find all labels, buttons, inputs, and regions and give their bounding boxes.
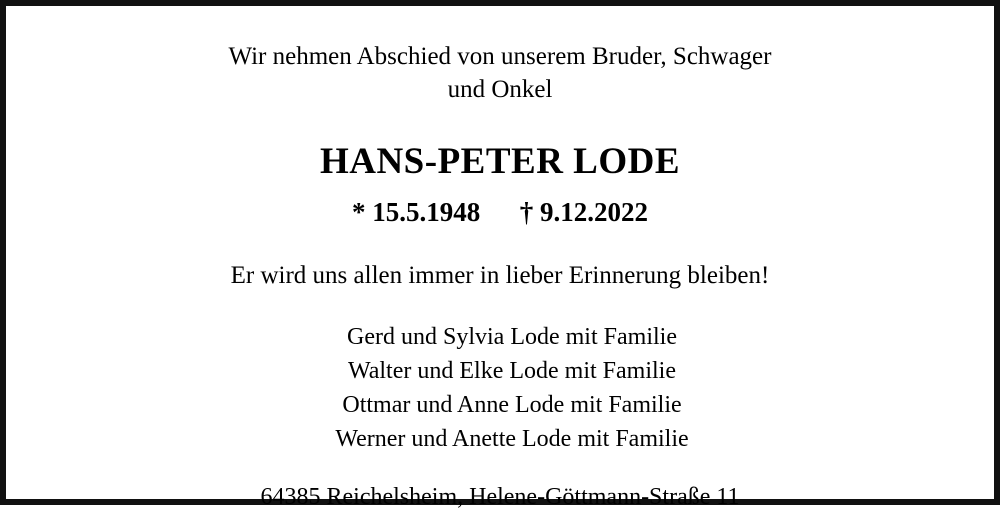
- family-line: Walter und Elke Lode mit Familie: [348, 358, 676, 385]
- birth-symbol: *: [352, 197, 366, 227]
- family-line: Gerd und Sylvia Lode mit Familie: [347, 324, 677, 350]
- life-dates: [66, 197, 934, 228]
- intro-text: [66, 40, 934, 106]
- birth-date: 15.5.1948: [372, 197, 481, 227]
- deceased-name: HANS-PETER LODE: [319, 141, 681, 182]
- family-line: Werner und Anette Lode mit Familie: [335, 426, 689, 453]
- address-line: 64385 Reichelsheim, Helene-Göttmann-Straße 11: [260, 484, 740, 511]
- death-symbol: †: [519, 197, 534, 227]
- death-date: 9.12.2022: [540, 197, 648, 227]
- memorial-line: Er wird uns allen immer in lieber Erinnerung bleiben!: [230, 262, 770, 289]
- family-list: [66, 320, 934, 456]
- intro-line-2: und Onkel: [447, 76, 553, 103]
- intro-line-1: Wir nehmen Abschied von unserem Bruder, Schwager: [228, 43, 772, 70]
- family-line: Ottmar und Anne Lode mit Familie: [342, 392, 682, 419]
